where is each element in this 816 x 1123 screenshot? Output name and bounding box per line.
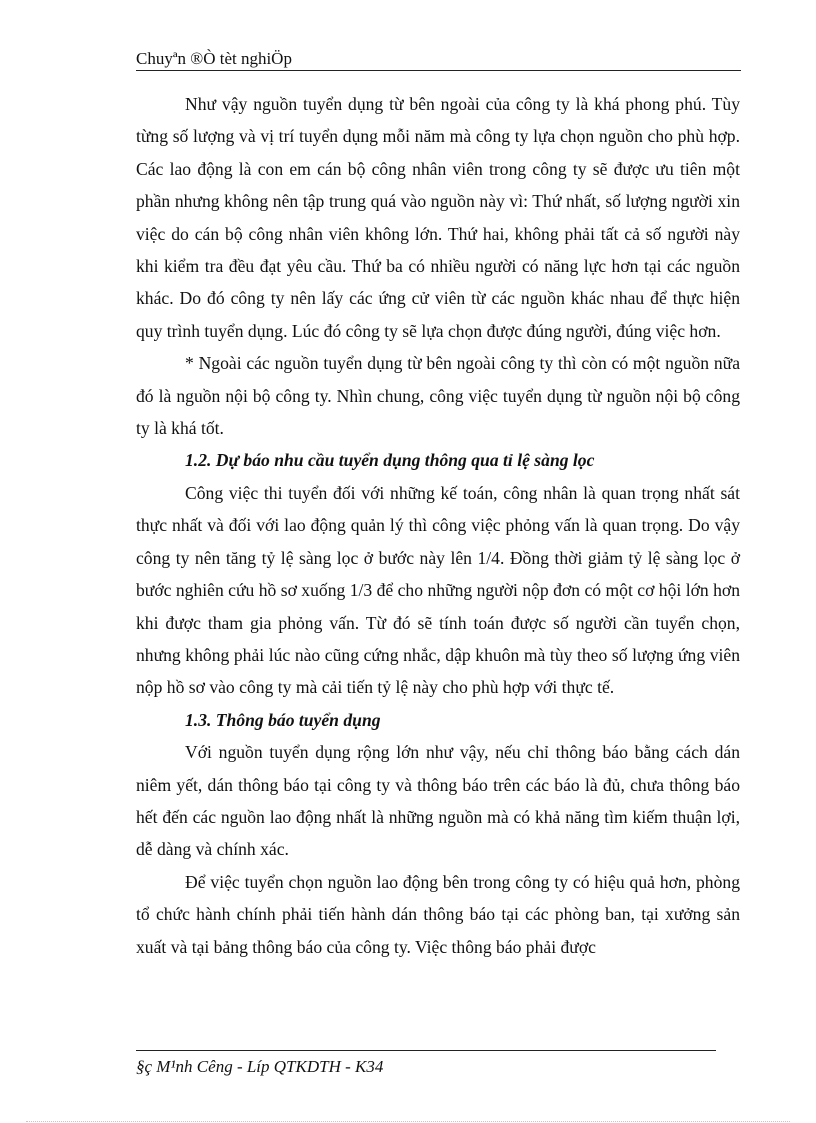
footer-divider	[136, 1050, 716, 1051]
header-divider	[136, 70, 741, 71]
page-footer-author: §ç M¹nh Cêng - Líp QTKDTH - K34	[136, 1057, 384, 1076]
paragraph-screening-ratio: Công việc thi tuyển đối với những kế toán, công nhân là quan trọng nhất sát thực nhất và đối với lao động quản lý thì công việc phỏng vấn là quan trọng. Do vậy công ty nên tăng tỷ lệ sàng lọc ở bước này lên 1/4. Đồng thời giảm tỷ lệ sàng lọc ở bước nghiên cứu hồ sơ xuống 1/3 để cho những người nộp đơn có một cơ hội lớn hơn khi được tham gia phỏng vấn. Từ đó sẽ tính toán được số người cần tuyển chọn, nhưng không phải lúc nào cũng cứng nhắc, dập khuôn mà tùy theo số lượng ứng viên nộp hồ sơ vào công ty mà cải tiến tỷ lệ này cho phù hợp với thực tế.	[136, 482, 740, 698]
page-header-title: Chuyªn ®Ò tèt nghiÖp	[136, 49, 292, 68]
section-heading-1-2: 1.2. Dự báo nhu cầu tuyển dụng thông qua tỉ lệ sàng lọc	[185, 450, 595, 471]
paragraph-external-sources: Như vậy nguồn tuyển dụng từ bên ngoài của công ty là khá phong phú. Tùy từng số lượng và vị trí tuyển dụng mỗi năm mà công ty lựa chọn nguồn cho phù hợp. Các lao động là con em cán bộ công nhân viên trong công ty sẽ được ưu tiên một phần nhưng không nên tập trung quá vào nguồn này vì: Thứ nhất, số lượng người xin việc do cán bộ công nhân viên không lớn. Thứ hai, không phải tất cả số người này khi kiểm tra đều đạt yêu cầu. Thứ ba có nhiều người có năng lực hơn tại các nguồn khác. Do đó công ty nên lấy các ứng cử viên từ các nguồn khác nhau để thực hiện quy trình tuyển dụng. Lúc đó công ty sẽ lựa chọn được đúng người, đúng việc hơn.	[136, 94, 740, 341]
page-edge-dotted-line	[26, 1121, 790, 1122]
paragraph-recruitment-notice: Với nguồn tuyển dụng rộng lớn như vậy, nếu chỉ thông báo bằng cách dán niêm yết, dán thông báo tại công ty và thông báo trên các báo là đủ, chưa thông báo hết đến các nguồn lao động nhất là những nguồn mà có khả năng tìm kiếm thuận lợi, dễ dàng và chính xác.	[136, 742, 740, 860]
paragraph-internal-notice: Để việc tuyển chọn nguồn lao động bên trong công ty có hiệu quả hơn, phòng tổ chức hành chính phải tiến hành dán thông báo tại các phòng ban, tại xưởng sản xuất và tại bảng thông báo của công ty. Việc thông báo phải được	[136, 871, 740, 957]
document-body	[136, 88, 740, 963]
section-heading-1-3: 1.3. Thông báo tuyển dụng	[185, 709, 381, 730]
paragraph-internal-sources: * Ngoài các nguồn tuyển dụng từ bên ngoài công ty thì còn có một nguồn nữa đó là nguồn nội bộ công ty. Nhìn chung, công việc tuyển dụng từ nguồn nội bộ công ty là khá tốt.	[136, 353, 740, 439]
